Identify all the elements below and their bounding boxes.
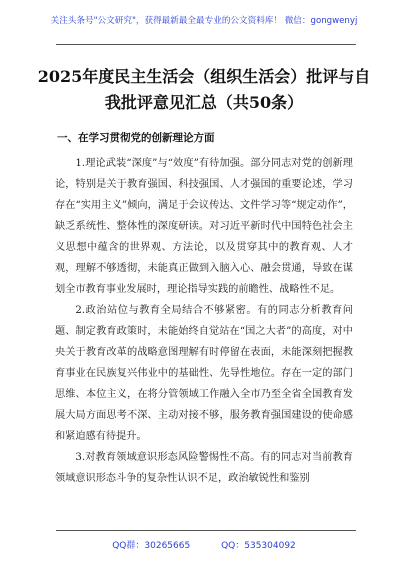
document-body [55,153,353,489]
section-heading: 一、在学习贯彻党的创新理论方面 [57,132,215,144]
paragraph-1: 1.理论武装“深度”与“效度”有待加强。部分同志对党的创新理论，特别是关于教育强国、科技强国、人才强国的重要论述，学习存在“实用主义”倾向，满足于会议传达、文件学习等“规定动作”，缺乏系统性、整体性的深度研读。对习近平新时代中国特色社会主义思想中蕴含的世界观、方法论，以及贯穿其中的教育观、人才观，理解不够透彻，未能真正做到入脑入心、融会贯通，导致在谋划全市教育事业发展时，理论指导实践的前瞻性、战略性不足。 [55,158,353,295]
header-banner: 关注头条号"公文研究"，获得最新最全最专业的公文资料库！ 微信：gongwenyj [50,16,358,26]
footer-divider [56,530,356,531]
footer-contact [0,538,408,551]
footer-qq-group: QQ群：30265665 [112,541,191,551]
paragraph-3: 3.对教育领域意识形态风险警惕性不高。有的同志对当前教育领域意识形态斗争的复杂性认识不足，政治敏锐性和鉴别 [55,452,353,484]
document-title: 2025年度民主生活会（组织生活会）批评与自我批评意见汇总（共50条） [37,67,371,112]
footer-qq: QQ：535304092 [221,541,296,551]
paragraph-2: 2.政治站位与教育全局结合不够紧密。有的同志分析教育问题、制定教育政策时，未能始终自觉站在“国之大者”的高度，对中央关于教育改革的战略意图理解有时停留在表面，未能深刻把握教育事业在民族复兴伟业中的基础性、先导性地位。存在一定的部门思维、本位主义，在将分管领域工作融入全市乃至全省全国教育发展大局方面思考不深、主动对接不够，服务教育强国建设的使命感和紧迫感有待提升。 [55,305,353,442]
header-divider [56,44,356,45]
